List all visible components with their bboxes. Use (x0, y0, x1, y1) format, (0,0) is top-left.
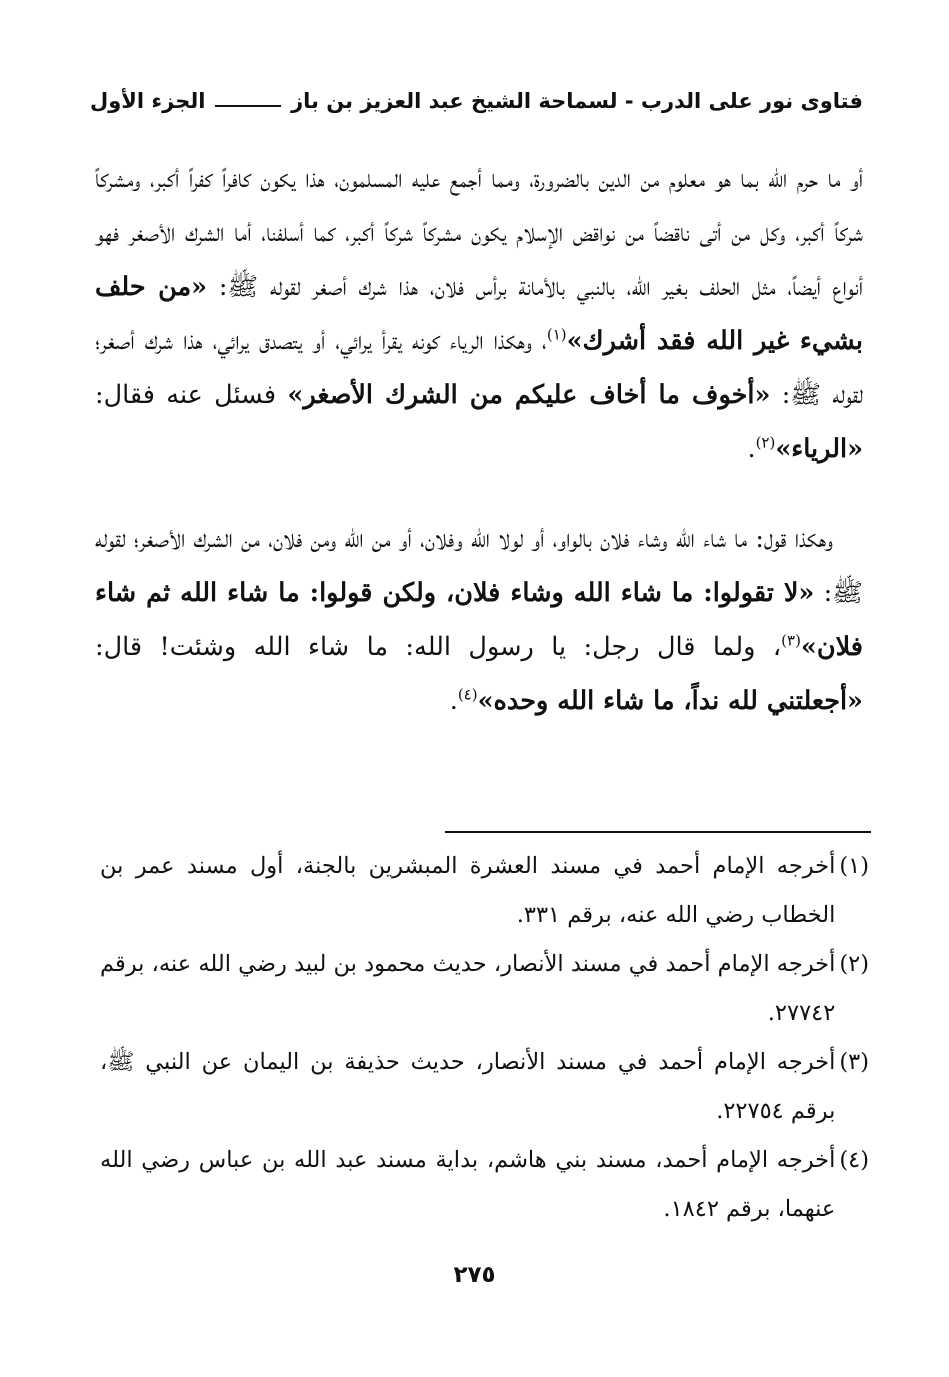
footnote-item (100, 1136, 869, 1234)
volume-label: الجزء الأول (90, 89, 206, 113)
footnote-text: أخرجه الإمام أحمد في مسند الأنصار، حديث حذيفة بن اليمان عن النبي ﷺ، برقم ٢٢٧٥٤. (100, 1049, 836, 1124)
hadith-quote-2: «أخوف ما أخاف عليكم من الشرك الأصغر» (287, 380, 771, 410)
hadith-quote-1: «من حلف بشيء غير الله فقد أشرك» (95, 272, 864, 356)
hadith-quote-4: «لا تقولوا: ما شاء الله وشاء فلان، ولكن قولوا: ما شاء الله ثم شاء فلان» (95, 578, 863, 662)
paragraph-2-text-1: وهكذا قول: ما شاء الله وشاء فلان بالواو، أو لولا الله وفلان، أو من الله ومن فلان، من الشرك الأصغر؛ لقوله ﷺ: (95, 524, 863, 608)
main-text (95, 152, 863, 728)
footnote-text: أخرجه الإمام أحمد، مسند بني هاشم، بداية مسند عبد الله بن عباس رضي الله عنهما، برقم ١٨٤٢. (100, 1147, 836, 1222)
running-header (90, 86, 863, 116)
paragraph-1-end: . (747, 434, 756, 464)
footnote-number: (١) (839, 853, 869, 879)
header-rule (215, 105, 281, 107)
footnote-ref-4: (٤) (457, 685, 478, 704)
paragraph-1-text-2: ، وهكذا الرياء كونه يقرأ يرائي، أو يتصدق يرائي، هذا شرك أصغر؛ لقوله ﷺ: (95, 326, 863, 410)
footnote-number: (٢) (839, 951, 869, 977)
hadith-quote-3: «الرياء» (775, 434, 863, 464)
footnote-text: أخرجه الإمام أحمد في مسند الأنصار، حديث محمود بن لبيد رضي الله عنه، برقم ٢٧٧٤٢. (100, 951, 836, 1026)
footnote-item (100, 1038, 869, 1136)
paragraph-1 (95, 152, 863, 476)
footnote-ref-1: (١) (546, 325, 567, 344)
paragraph-2 (95, 512, 863, 728)
paragraph-1-text-3: فسئل عنه فقال: (95, 380, 288, 410)
footnote-ref-2: (٢) (755, 433, 776, 452)
footnote-item (100, 842, 869, 940)
footnote-item (100, 940, 869, 1038)
footnote-text: أخرجه الإمام أحمد في مسند العشرة المبشرين بالجنة، أول مسند عمر بن الخطاب رضي الله عنه، برقم ٣٣١. (100, 853, 836, 928)
footnote-ref-3: (٣) (781, 631, 801, 650)
page-number: ٢٧٥ (453, 1262, 496, 1288)
book-title: فتاوى نور على الدرب - لسماحة الشيخ عبد العزيز بن باز (291, 89, 863, 113)
footnote-number: (٣) (839, 1049, 869, 1075)
paragraph-2-end: . (449, 686, 458, 716)
footnotes (100, 842, 869, 1234)
paragraph-2-text-2: ، ولما قال رجل: يا رسول الله: ما شاء الله وشئت! قال: (95, 632, 782, 662)
hadith-quote-5: «أجعلتني لله نداً، ما شاء الله وحده» (477, 686, 863, 716)
footnote-separator (445, 831, 871, 833)
footnote-number: (٤) (839, 1147, 869, 1173)
paragraph-1-text-1: أو ما حرم الله بما هو معلوم من الدين بالضرورة، ومما أجمع عليه المسلمون، هذا يكون كافراً كفراً أكبر، ومشركاً شركاً أكبر، وكل من أتى ناقضاً من نواقض الإسلام يكون مشركاً شركاً أكبر، كما أسلفنا، أما الشرك الأصغر فهو أنواع أيضاً، مثل الحلف بغير الله، بالنبي بالأمانة برأس فلان، هذا شرك أصغر لقوله ﷺ: (95, 164, 863, 302)
